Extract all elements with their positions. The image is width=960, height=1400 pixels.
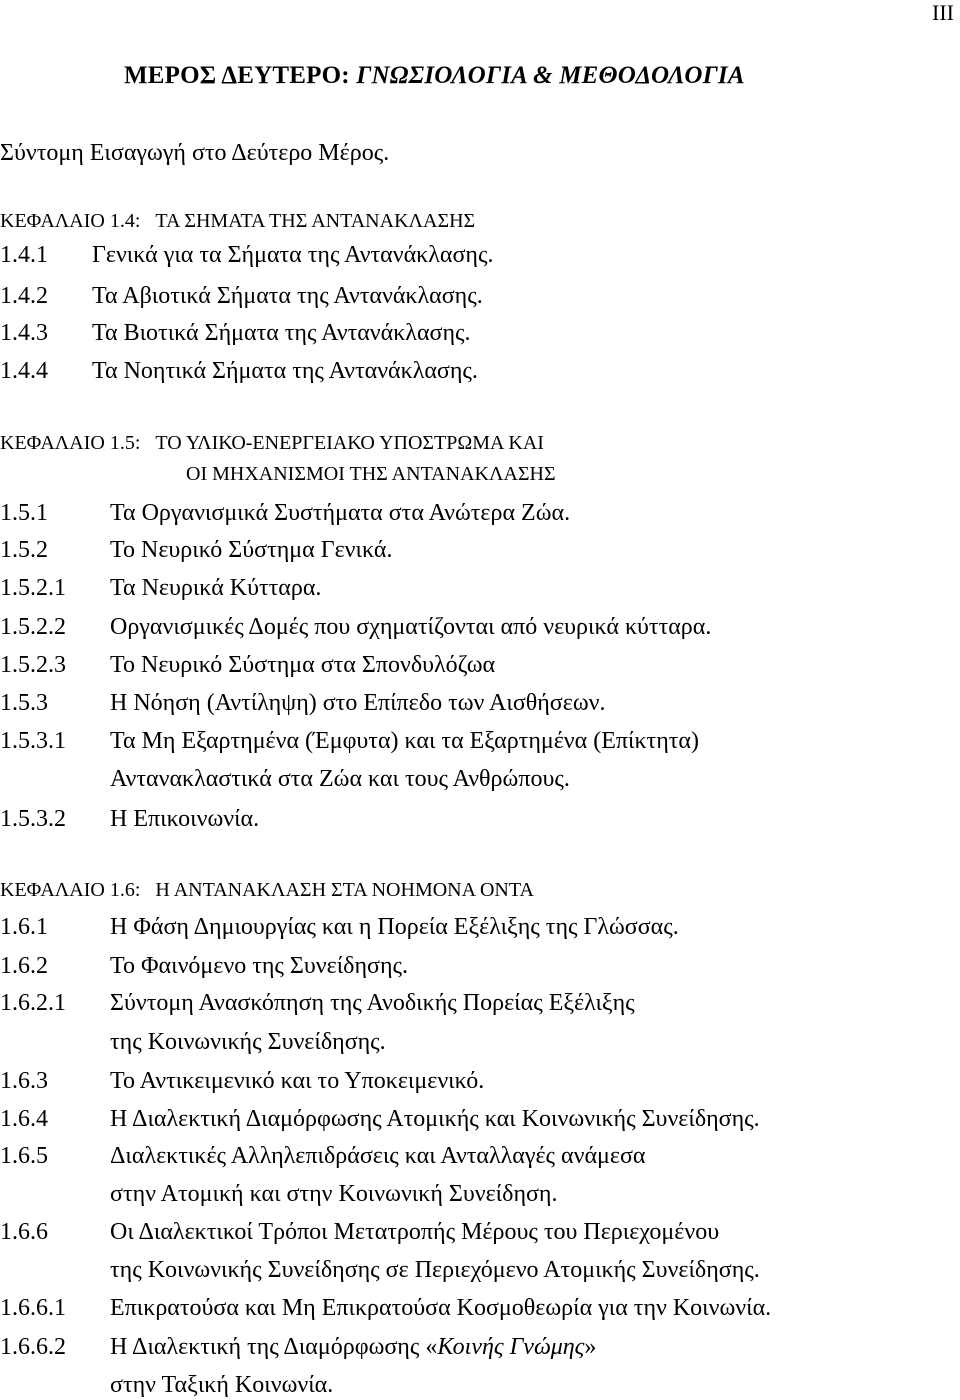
entry-title: Επικρατούσα και Μη Επικρατούσα Κοσμοθεωρία για την Κοινωνία. xyxy=(110,1295,772,1321)
entry-title: Οργανισμικές Δομές που σχηματίζονται από νευρικά κύτταρα. xyxy=(110,614,712,640)
entry-title-continuation: στην Ατομική και στην Κοινωνική Συνείδηση. xyxy=(110,1181,558,1207)
part-heading xyxy=(124,62,745,90)
part-label: ΜΕΡΟΣ ΔΕΥΤΕΡΟ: xyxy=(124,62,357,89)
entry-number: 1.6.2.1 xyxy=(0,990,66,1016)
entry-title: Τα Μη Εξαρτημένα (Έμφυτα) και τα Εξαρτημένα (Επίκτητα) xyxy=(110,728,699,754)
entry-number: 1.6.3 xyxy=(0,1068,48,1094)
entry-title: Σύντομη Ανασκόπηση της Ανοδικής Πορείας Εξέλιξης xyxy=(110,990,635,1016)
entry-number: 1.6.6.1 xyxy=(0,1295,66,1321)
chapter-title: Η ΑΝΤΑΝΑΚΛΑΣΗ ΣΤΑ ΝΟΗΜΟΝΑ ΟΝΤΑ xyxy=(155,879,534,901)
entry-number: 1.5.1 xyxy=(0,500,48,526)
entry-title-continuation: της Κοινωνικής Συνείδησης σε Περιεχόμενο Ατομικής Συνείδησης. xyxy=(110,1257,760,1283)
entry-number: 1.5.3.2 xyxy=(0,806,66,832)
entry-title: Οι Διαλεκτικοί Τρόποι Μετατροπής Μέρους του Περιεχομένου xyxy=(110,1219,720,1245)
entry-title: Η Επικοινωνία. xyxy=(110,806,260,832)
entry-number: 1.6.1 xyxy=(0,914,48,940)
chapter-title-line-2: ΟΙ ΜΗΧΑΝΙΣΜΟΙ ΤΗΣ ΑΝΤΑΝΑΚΛΑΣΗΣ xyxy=(186,463,556,485)
entry-title: Η Διαλεκτική Διαμόρφωσης Ατομικής και Κοινωνικής Συνείδησης. xyxy=(110,1106,760,1132)
entry-title: Η Φάση Δημιουργίας και η Πορεία Εξέλιξης της Γλώσσας. xyxy=(110,914,679,940)
entry-number: 1.4.2 xyxy=(0,283,48,309)
chapter-label: ΚΕΦΑΛΑΙΟ 1.4: xyxy=(0,210,141,232)
chapter-title-line-1: ΤΟ ΥΛΙΚΟ-ΕΝΕΡΓΕΙΑΚΟ ΥΠΟΣΤΡΩΜΑ ΚΑΙ xyxy=(155,432,544,454)
entry-number: 1.6.5 xyxy=(0,1143,48,1169)
entry-title-continuation: Αντανακλαστικά στα Ζώα και τους Ανθρώπους. xyxy=(110,766,570,792)
entry-number: 1.4.3 xyxy=(0,320,48,346)
entry-number: 1.6.6.2 xyxy=(0,1334,66,1360)
entry-title-continuation: της Κοινωνικής Συνείδησης. xyxy=(110,1029,386,1055)
entry-number: 1.5.2.2 xyxy=(0,614,66,640)
entry-title-part: Η Διαλεκτική της Διαμόρφωσης « xyxy=(110,1334,438,1360)
entry-number: 1.6.4 xyxy=(0,1106,48,1132)
entry-title: Το Νευρικό Σύστημα Γενικά. xyxy=(110,537,393,563)
entry-number: 1.6.6 xyxy=(0,1219,48,1245)
entry-title: Το Νευρικό Σύστημα στα Σπονδυλόζωα xyxy=(110,652,496,678)
entry-number: 1.6.2 xyxy=(0,953,48,979)
entry-title: Το Αντικειμενικό και το Υποκειμενικό. xyxy=(110,1068,485,1094)
chapter-heading-1-4 xyxy=(0,210,475,233)
entry-title: Τα Αβιοτικά Σήματα της Αντανάκλασης. xyxy=(92,283,483,309)
entry-number: 1.4.1 xyxy=(0,242,48,268)
entry-title: Το Φαινόμενο της Συνείδησης. xyxy=(110,953,409,979)
page-number: III xyxy=(932,0,954,25)
entry-title: Διαλεκτικές Αλληλεπιδράσεις και Ανταλλαγές ανάμεσα xyxy=(110,1143,646,1169)
entry-number: 1.5.2 xyxy=(0,537,48,563)
entry-number: 1.5.2.1 xyxy=(0,575,66,601)
chapter-heading-1-6 xyxy=(0,879,534,902)
entry-title xyxy=(110,1334,596,1361)
entry-title: Τα Νοητικά Σήματα της Αντανάκλασης. xyxy=(92,358,478,384)
part-title: ΓΝΩΣΙΟΛΟΓΙΑ & ΜΕΘΟΔΟΛΟΓΙΑ xyxy=(356,62,745,89)
entry-title: Τα Νευρικά Κύτταρα. xyxy=(110,575,322,601)
chapter-label: ΚΕΦΑΛΑΙΟ 1.5: xyxy=(0,432,141,454)
entry-title: Τα Οργανισμικά Συστήματα στα Ανώτερα Ζώα. xyxy=(110,500,571,526)
intro-line: Σύντομη Εισαγωγή στο Δεύτερο Μέρος. xyxy=(0,140,390,166)
entry-number: 1.4.4 xyxy=(0,358,48,384)
entry-title-italic: Κοινής Γνώμης xyxy=(437,1334,585,1360)
entry-title-part: » xyxy=(584,1334,597,1360)
entry-number: 1.5.2.3 xyxy=(0,652,66,678)
entry-title-continuation: στην Ταξική Κοινωνία. xyxy=(110,1372,334,1398)
entry-number: 1.5.3 xyxy=(0,690,48,716)
entry-title: Η Νόηση (Αντίληψη) στο Επίπεδο των Αισθήσεων. xyxy=(110,690,606,716)
chapter-heading-1-5 xyxy=(0,432,544,455)
chapter-title: ΤΑ ΣΗΜΑΤΑ ΤΗΣ ΑΝΤΑΝΑΚΛΑΣΗΣ xyxy=(155,210,476,232)
entry-title: Τα Βιοτικά Σήματα της Αντανάκλασης. xyxy=(92,320,471,346)
entry-number: 1.5.3.1 xyxy=(0,728,66,754)
chapter-label: ΚΕΦΑΛΑΙΟ 1.6: xyxy=(0,879,141,901)
entry-title: Γενικά για τα Σήματα της Αντανάκλασης. xyxy=(92,242,494,268)
